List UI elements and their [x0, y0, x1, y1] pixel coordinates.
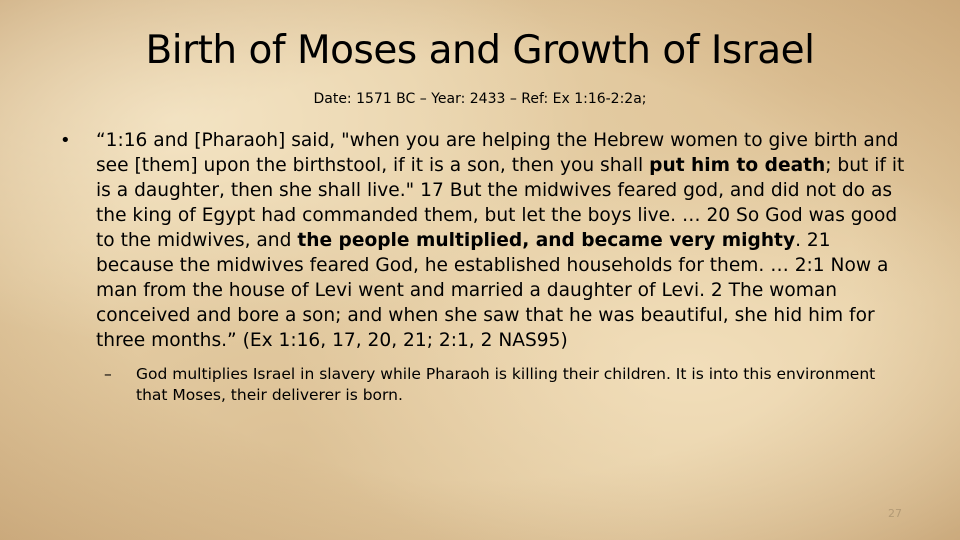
quote-text: ; but if it is a daughter, then she shall live." 17 But the midwives feared god, and did not do as the king of Egypt had commanded them, but let the boys live. … 20 So God was good to the midwives, and: [96, 155, 905, 251]
page-number: 27: [888, 507, 902, 520]
bullet-item: [60, 128, 910, 353]
slide-subtitle: Date: 1571 BC – Year: 2433 – Ref: Ex 1:16-2:2a;: [313, 91, 647, 107]
scripture-quote: [96, 128, 910, 353]
slide-title: Birth of Moses and Growth of Israel: [145, 28, 815, 73]
bullet-marker: •: [60, 130, 71, 151]
quote-emphasis: the people multiplied, and became very mighty: [297, 230, 796, 251]
quote-emphasis: put him to death: [649, 155, 826, 176]
slide-body: [60, 128, 910, 406]
quote-text: . 21 because the midwives feared God, he established households for them. … 2:1 Now a man from the house of Levi went and married a daughter of Levi. 2 The woman conceived and bore a son; and when she saw that he was beautiful, she hid him for three months.” (Ex 1:16, 17, 20, 21; 2:1, 2 NAS95): [96, 230, 889, 351]
sub-bullet-text: God multiplies Israel in slavery while Pharaoh is killing their children. It is into this environment that Moses, their deliverer is born.: [136, 365, 876, 404]
quote-text: “1:16 and [Pharaoh] said, "when you are helping the Hebrew women to give birth and see [them] upon the birthstool, if it is a son, then you shall: [96, 130, 899, 176]
sub-bullet-item: [60, 364, 910, 406]
sub-bullet-marker: –: [104, 365, 112, 383]
